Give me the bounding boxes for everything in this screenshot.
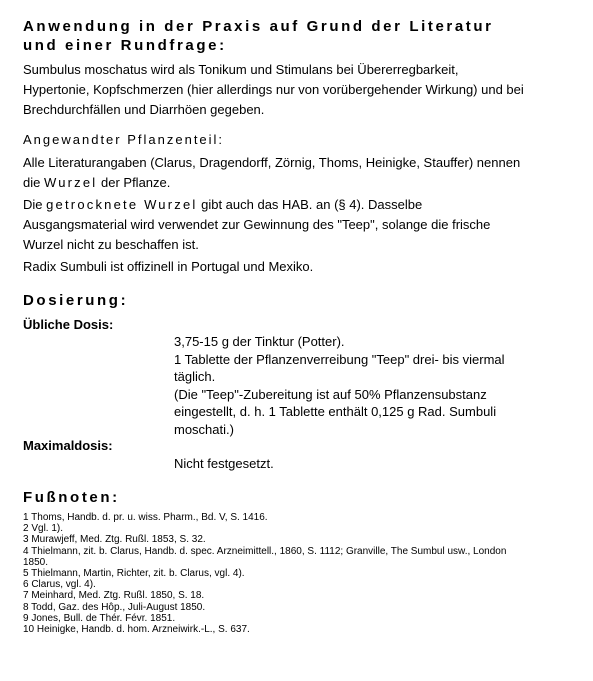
paragraph-line: Wurzel nicht zu beschaffen ist.: [23, 237, 199, 252]
paragraph-line: Brechdurchfällen und Diarrhöen gegeben.: [23, 102, 265, 117]
paragraph-line: Radix Sumbuli ist offizinell in Portugal und Mexiko.: [23, 259, 314, 274]
intro-paragraph: [23, 60, 543, 120]
usual-dose-text: [174, 333, 505, 438]
footnote-item: 7 Meinhard, Med. Ztg. Rußl. 1850, S. 18.: [23, 590, 205, 602]
paragraph-line: [23, 173, 543, 193]
paragraph-line: Ausgangsmaterial wird verwendet zur Gewinnung des "Teep", solange die frische: [23, 217, 491, 232]
text-run: Die: [23, 197, 47, 212]
dose-line: eingestellt, d. h. 1 Tablette enthält 0,125 g Rad. Sumbuli: [174, 404, 497, 419]
max-dose-label: Maximaldosis:: [23, 438, 113, 453]
footnote-item: 8 Todd, Gaz. des Hôp., Juli-August 1850.: [23, 601, 206, 613]
paragraph-line: Sumbulus moschatus wird als Tonikum und Stimulans bei Übererregbarkeit,: [23, 62, 459, 77]
plant-part-paragraph-2: [23, 195, 543, 255]
paragraph-line: Alle Literaturangaben (Clarus, Dragendorff, Zörnig, Thoms, Heinigke, Stauffer) nennen: [23, 155, 521, 170]
dose-line: moschati.): [174, 421, 234, 437]
section-heading-dosage: [23, 291, 128, 310]
paragraph-line: Hypertonie, Kopfschmerzen (hier allerdings nur von vorübergehender Wirkung) und bei: [23, 82, 524, 97]
text-run: der Pflanze.: [97, 175, 171, 190]
subheading-plant-part: Angewandter Pflanzenteil:: [23, 132, 225, 147]
footnote-item: 1 Thoms, Handb. d. pr. u. wiss. Pharm., Bd. V, S. 1416.: [23, 512, 268, 523]
footnote-item: 6 Clarus, vgl. 4).: [23, 579, 96, 591]
heading-line: Fußnoten:: [23, 489, 120, 506]
footnote-item: 10 Heinigke, Handb. d. hom. Arzneiwirk.-L., S. 637.: [23, 624, 250, 636]
plant-part-paragraph-1: [23, 153, 543, 193]
text-run: gibt auch das HAB. an (§ 4). Dasselbe: [197, 197, 423, 212]
heading-line: Dosierung:: [23, 292, 129, 309]
dose-line: 3,75-15 g der Tinktur (Potter).: [174, 334, 345, 349]
section-heading-footnotes: [23, 488, 120, 507]
dose-line: Nicht festgesetzt.: [174, 456, 274, 471]
dose-line: 1 Tablette der Pflanzenverreibung "Teep" drei- bis viermal: [174, 351, 505, 367]
paragraph-line: [23, 195, 543, 215]
emphasized-text: Wurzel: [43, 175, 98, 190]
plant-part-paragraph-3: [23, 257, 543, 277]
usual-dose-label: Übliche Dosis:: [23, 317, 114, 332]
footnote-item: 4 Thielmann, zit. b. Clarus, Handb. d. spec. Arzneimittell., 1860, S. 1112; Granville, The Sumbul usw., London: [23, 545, 507, 557]
heading-line: und einer Rundfrage:: [23, 37, 227, 54]
dose-line: (Die "Teep"-Zubereitung ist auf 50% Pflanzensubstanz: [174, 386, 487, 402]
emphasized-text: getrocknete Wurzel: [46, 197, 198, 212]
footnote-item: 9 Jones, Bull. de Thér. Févr. 1851.: [23, 612, 176, 624]
section-heading-application: [23, 17, 494, 55]
footnote-item: 2 Vgl. 1).: [23, 523, 64, 535]
max-dose-value: [174, 455, 274, 473]
heading-line: Anwendung in der Praxis auf Grund der Literatur: [23, 18, 494, 35]
footnote-list: [23, 512, 506, 635]
footnote-item: 3 Murawjeff, Med. Ztg. Rußl. 1853, S. 32.: [23, 534, 206, 546]
footnote-item: 5 Thielmann, Martin, Richter, zit. b. Clarus, vgl. 4).: [23, 568, 245, 580]
footnote-item: 1850.: [23, 556, 49, 568]
dose-line: täglich.: [174, 369, 216, 384]
text-run: die: [23, 175, 44, 190]
